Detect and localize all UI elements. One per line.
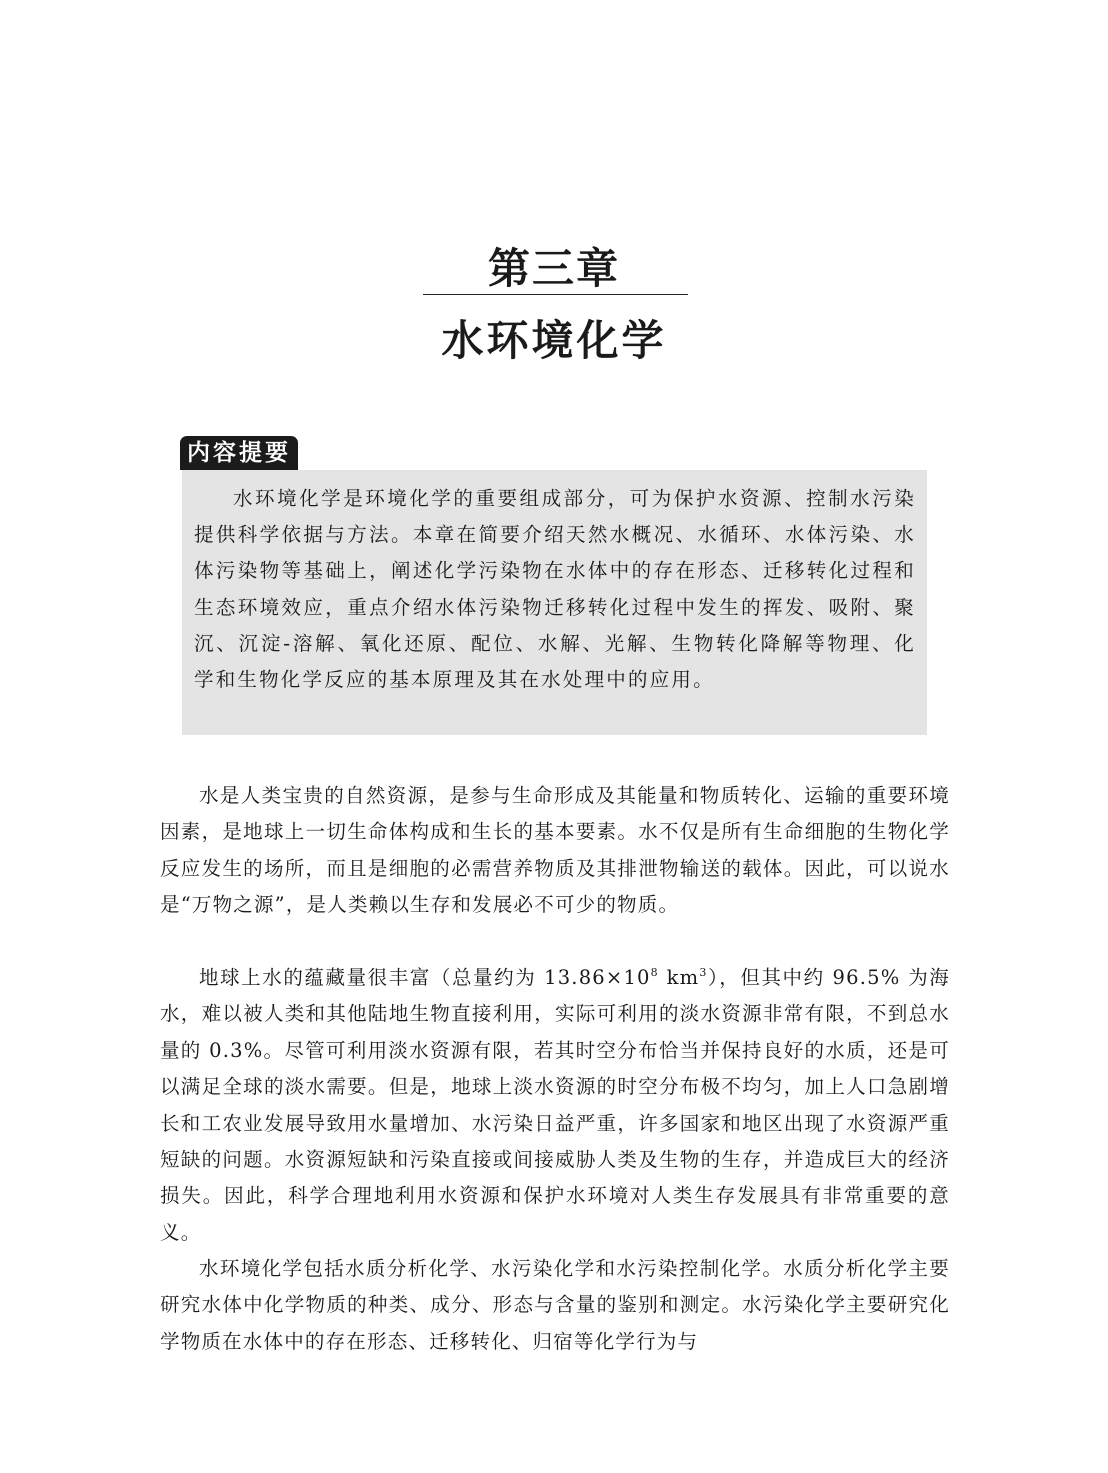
unit-text: km [658,966,700,989]
chapter-number: 第三章 [487,244,620,293]
exponent: 8 [650,966,659,979]
body-paragraph: 水环境化学包括水质分析化学、水污染化学和水污染控制化学。水质分析化学主要研究水体中化学物质的种类、成分、形态与含量的鉴别和测定。水污染化学主要研究化学物质在水体中的存在形态、迁移转化、归宿等化学行为与 [160,1257,950,1353]
exponent: 3 [699,966,708,979]
summary-text: 水环境化学是环境化学的重要组成部分，可为保护水资源、控制水污染提供科学依据与方法。本章在简要介绍天然水概况、水循环、水体污染、水体污染物等基础上，阐述化学污染物在水体中的存在形态、迁移转化过程和生态环境效应，重点介绍水体污染物迁移转化过程中发生的挥发、吸附、聚沉、沉淀-溶解、氧化还原、配位、水解、光解、生物转化降解等物理、化学和生物化学反应的基本原理及其在水处理中的应用。 [194,487,916,692]
body-paragraph: 水是人类宝贵的自然资源，是参与生命形成及其能量和物质转化、运输的重要环境因素，是地球上一切生命体构成和生长的基本要素。水不仅是所有生命细胞的生物化学反应发生的场所，而且是细胞的必需营养物质及其排泄物输送的载体。因此，可以说水是“万物之源”，是人类赖以生存和发展必不可少的物质。 [160,784,950,917]
summary-label: 内容提要 [180,436,298,470]
chapter-divider [423,294,688,295]
body-paragraph [160,960,950,1251]
paragraph-rest: ），但其中约 96.5% 为海水，难以被人类和其他陆地生物直接利用，实际可利用的淡水资源非常有限，不到总水量的 0.3%。尽管可利用淡水资源有限，若其时空分布恰当并保持良好的水质，还是可以满足全球的淡水需要。但是，地球上淡水资源的时空分布极不均匀，加上人口急剧增长和工农业发展导致用水量增加、水污染日益严重，许多国家和地区出现了水资源严重短缺的问题。水资源短缺和污染直接或间接威胁人类及生物的生存，并造成巨大的经济损失。因此，科学合理地利用水资源和保护水环境对人类生存发展具有非常重要的意义。 [160,966,950,1244]
paragraph-lead: 地球上水的蕴藏量很丰富（总量约为 13.86×10 [199,966,651,989]
chapter-title: 水环境化学 [441,316,667,365]
